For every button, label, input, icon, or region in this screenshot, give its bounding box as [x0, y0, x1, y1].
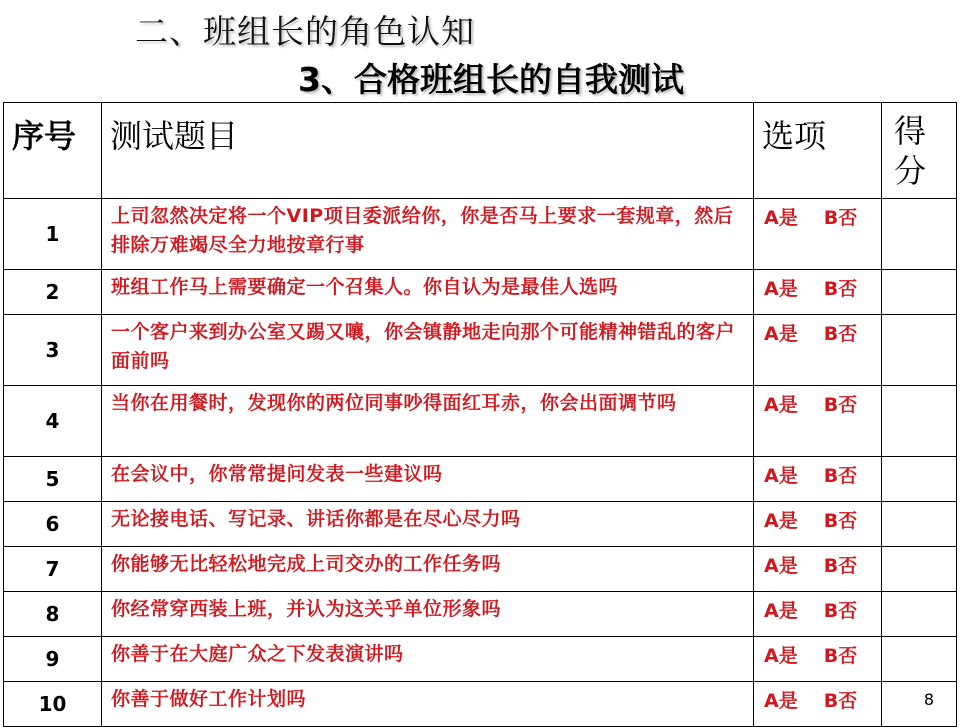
option-b[interactable]: B否	[823, 278, 858, 300]
row-number: 10	[4, 682, 102, 727]
option-a[interactable]: A是	[764, 323, 798, 345]
option-a[interactable]: A是	[764, 690, 798, 712]
row-question: 上司忽然决定将一个VIP项目委派给你，你是否马上要求一套规章，然后排除万难竭尽全力地按章行事	[102, 199, 754, 270]
row-score[interactable]	[882, 502, 957, 547]
row-score[interactable]	[882, 547, 957, 592]
header-no: 序号	[4, 103, 102, 199]
option-b[interactable]: B否	[823, 555, 858, 577]
page-number: 8	[923, 690, 934, 709]
option-b[interactable]: B否	[823, 600, 858, 622]
table-row	[4, 270, 957, 315]
option-b[interactable]: B否	[823, 465, 858, 487]
option-a[interactable]: A是	[764, 394, 798, 416]
header-option: 选项	[754, 103, 882, 199]
row-question: 你能够无比轻松地完成上司交办的工作任务吗	[102, 547, 754, 592]
row-number: 3	[4, 315, 102, 386]
row-score[interactable]	[882, 315, 957, 386]
row-question: 在会议中，你常常提问发表一些建议吗	[102, 457, 754, 502]
row-options[interactable]	[754, 592, 882, 637]
option-b[interactable]: B否	[823, 690, 858, 712]
header-score: 得分	[882, 103, 957, 199]
row-score[interactable]	[882, 270, 957, 315]
row-options[interactable]	[754, 637, 882, 682]
row-options[interactable]	[754, 199, 882, 270]
row-question: 班组工作马上需要确定一个召集人。你自认为是最佳人选吗	[102, 270, 754, 315]
option-b[interactable]: B否	[823, 645, 858, 667]
table-row	[4, 547, 957, 592]
option-a[interactable]: A是	[764, 600, 798, 622]
row-number: 8	[4, 592, 102, 637]
row-options[interactable]	[754, 547, 882, 592]
row-score[interactable]	[882, 386, 957, 457]
table-header-row	[4, 103, 957, 199]
row-question: 你经常穿西装上班，并认为这关乎单位形象吗	[102, 592, 754, 637]
option-a[interactable]: A是	[764, 645, 798, 667]
row-options[interactable]	[754, 386, 882, 457]
row-score[interactable]	[882, 637, 957, 682]
row-question: 无论接电话、写记录、讲话你都是在尽心尽力吗	[102, 502, 754, 547]
option-a[interactable]: A是	[764, 555, 798, 577]
row-number: 7	[4, 547, 102, 592]
option-b[interactable]: B否	[823, 394, 858, 416]
option-a[interactable]: A是	[764, 510, 798, 532]
self-test-table	[3, 102, 957, 727]
row-number: 4	[4, 386, 102, 457]
row-question: 你善于在大庭广众之下发表演讲吗	[102, 637, 754, 682]
option-a[interactable]: A是	[764, 278, 798, 300]
option-b[interactable]: B否	[823, 323, 858, 345]
row-score[interactable]	[882, 199, 957, 270]
table-row	[4, 315, 957, 386]
row-number: 9	[4, 637, 102, 682]
table-row	[4, 386, 957, 457]
table-row	[4, 592, 957, 637]
row-options[interactable]	[754, 315, 882, 386]
row-number: 1	[4, 199, 102, 270]
row-options[interactable]	[754, 502, 882, 547]
header-question: 测试题目	[102, 103, 754, 199]
row-question: 一个客户来到办公室又踢又嚷，你会镇静地走向那个可能精神错乱的客户面前吗	[102, 315, 754, 386]
section-title: 二、班组长的角色认知	[135, 12, 475, 51]
row-number: 5	[4, 457, 102, 502]
table-row	[4, 502, 957, 547]
row-number: 6	[4, 502, 102, 547]
row-question: 你善于做好工作计划吗	[102, 682, 754, 727]
option-a[interactable]: A是	[764, 207, 798, 229]
option-b[interactable]: B否	[823, 207, 858, 229]
table-row	[4, 457, 957, 502]
table-row	[4, 199, 957, 270]
row-options[interactable]	[754, 457, 882, 502]
row-options[interactable]	[754, 270, 882, 315]
row-score[interactable]	[882, 457, 957, 502]
row-number: 2	[4, 270, 102, 315]
table-row	[4, 637, 957, 682]
slide-title: 3、合格班组长的自我测试	[298, 60, 684, 99]
option-b[interactable]: B否	[823, 510, 858, 532]
option-a[interactable]: A是	[764, 465, 798, 487]
row-score[interactable]	[882, 592, 957, 637]
row-question: 当你在用餐时，发现你的两位同事吵得面红耳赤，你会出面调节吗	[102, 386, 754, 457]
